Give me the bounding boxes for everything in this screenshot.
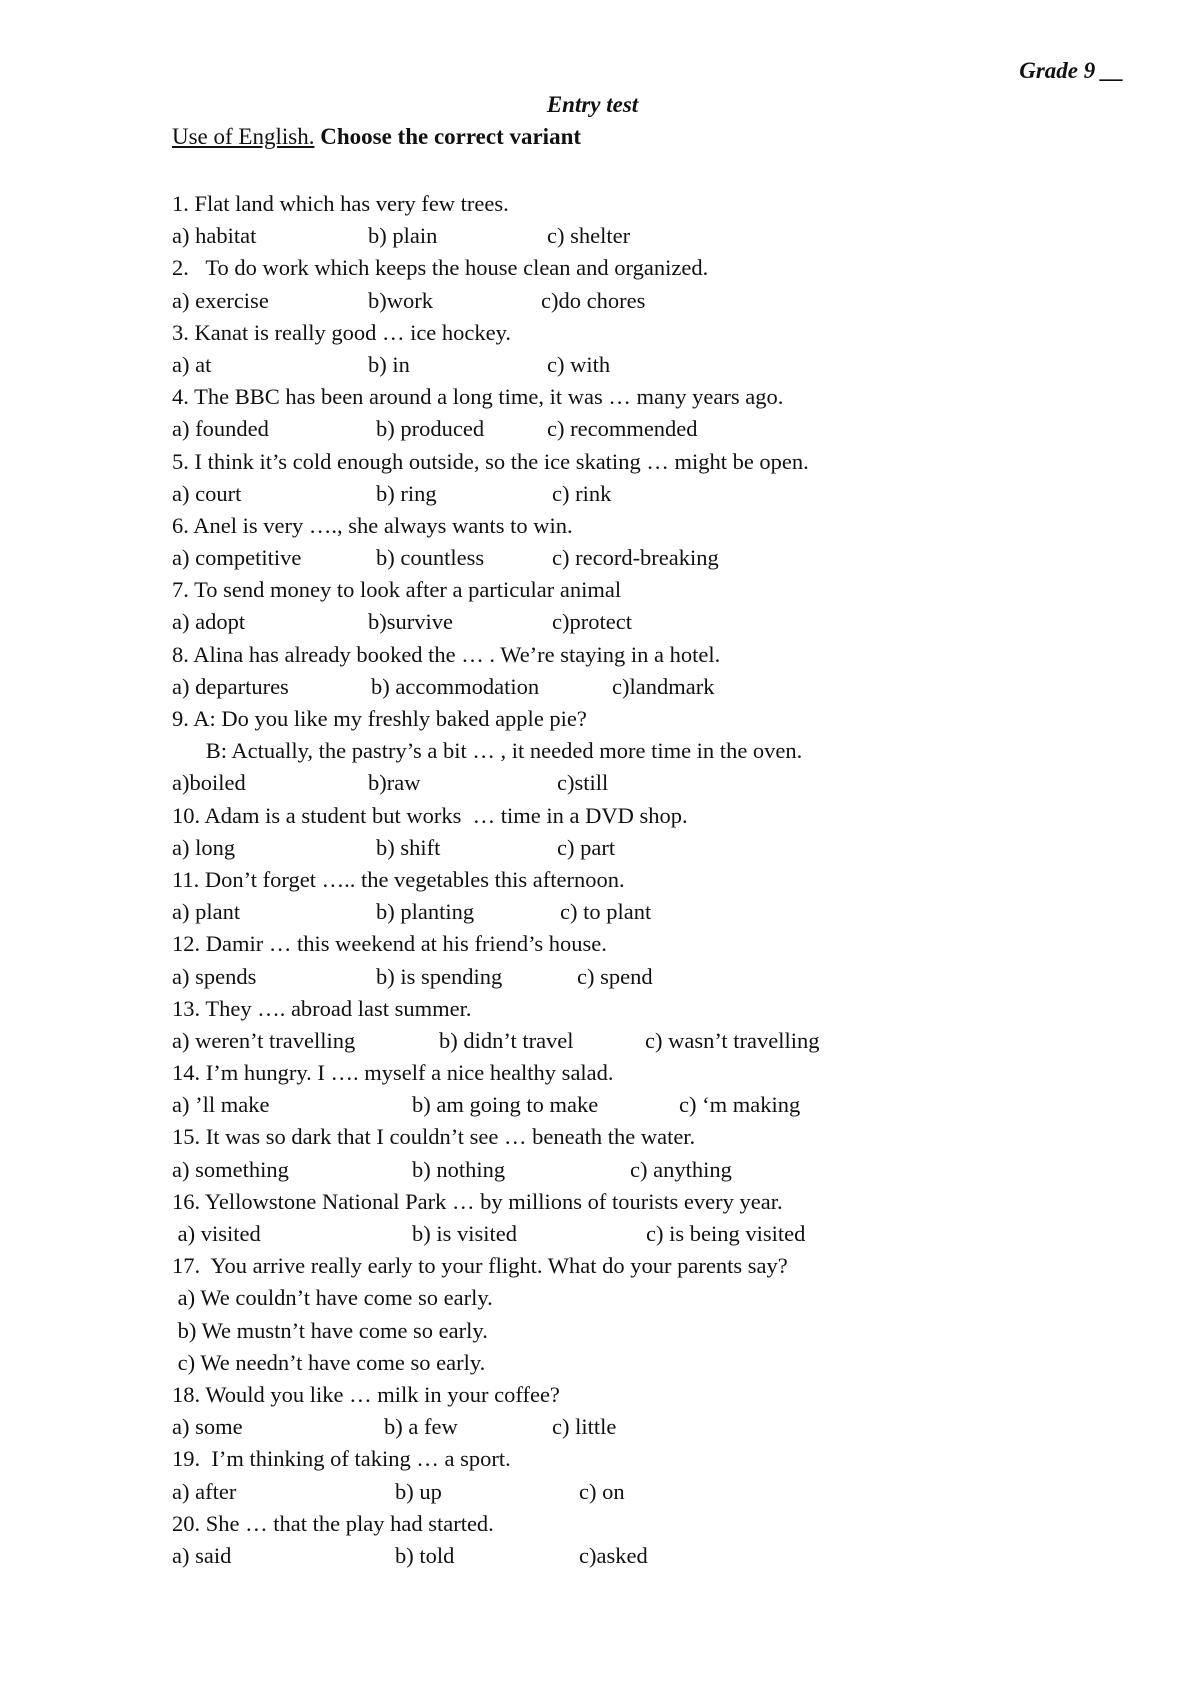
- question-text: 10. Adam is a student but works … time in a DVD shop.: [172, 802, 688, 828]
- question-text: 8. Alina has already booked the … . We’re staying in a hotel.: [172, 641, 721, 667]
- answer-option: a) something: [172, 1156, 289, 1182]
- answer-option: c)protect: [552, 609, 632, 635]
- question-text: 9. A: Do you like my freshly baked apple pie?: [172, 706, 587, 731]
- answer-option: c) record-breaking: [552, 545, 719, 571]
- section-label: Use of English.: [172, 124, 315, 149]
- answer-options: [172, 961, 1172, 993]
- answer-option: a) said: [172, 1542, 232, 1568]
- answer-option: a) plant: [172, 899, 241, 925]
- answer-option: a) long: [172, 834, 236, 860]
- answer-option: c) little: [552, 1414, 617, 1440]
- answer-option: a) weren’t travelling: [172, 1027, 356, 1053]
- answer-option: b)raw: [368, 770, 421, 796]
- question-line: a) We couldn’t have come so early.: [172, 1285, 493, 1311]
- answer-options: [172, 832, 1172, 864]
- answer-options: [172, 285, 1172, 317]
- question-item: [172, 864, 1172, 928]
- answer-option: c) on: [579, 1478, 625, 1504]
- page-title: Entry test: [546, 92, 639, 117]
- answer-option: a) spends: [172, 963, 257, 989]
- question-item: [172, 446, 1172, 510]
- answer-options: [172, 542, 1172, 574]
- question-text: 17. You arrive really early to your flight. What do your parents say?: [172, 1253, 788, 1279]
- answer-options: [172, 413, 1172, 445]
- question-item: [172, 1121, 1172, 1185]
- answer-option: a) at: [172, 351, 212, 377]
- question-item: [172, 1443, 1172, 1507]
- answer-option: c) with: [547, 351, 611, 377]
- question-text: 2. To do work which keeps the house clean and organized.: [172, 255, 709, 281]
- answer-options: [172, 1540, 1172, 1572]
- question-item: [172, 188, 1172, 252]
- grade-label: Grade 9 __: [1019, 58, 1124, 83]
- section-instruction: Choose the correct variant: [320, 124, 582, 149]
- answer-options: [172, 220, 1172, 252]
- question-item: [172, 510, 1172, 574]
- question-item: [172, 381, 1172, 445]
- answer-option: c) wasn’t travelling: [645, 1027, 820, 1053]
- answer-options: [172, 349, 1172, 381]
- answer-option: b) told: [395, 1542, 455, 1568]
- answer-option: a) some: [172, 1414, 243, 1440]
- answer-options: [172, 1411, 1172, 1443]
- question-text: 12. Damir … this weekend at his friend’s house.: [172, 931, 607, 957]
- question-item: [172, 1250, 1172, 1379]
- answer-option: b) plain: [368, 223, 438, 249]
- question-item: [172, 1186, 1172, 1250]
- question-text: 7. To send money to look after a particular animal: [172, 577, 622, 603]
- answer-option: c) part: [557, 834, 616, 860]
- answer-options: [172, 767, 1172, 799]
- answer-option: c) is being visited: [646, 1221, 806, 1246]
- answer-options: [172, 1089, 1172, 1121]
- answer-option: b) ring: [376, 480, 437, 506]
- question-text: 18. Would you like … milk in your coffee?: [172, 1381, 560, 1407]
- answer-option: b) shift: [376, 834, 441, 860]
- answer-option: a) habitat: [172, 223, 257, 249]
- question-line: b) We mustn’t have come so early.: [172, 1317, 488, 1343]
- answer-option: c) shelter: [547, 223, 631, 249]
- answer-option: a)boiled: [172, 770, 246, 796]
- answer-option: a) adopt: [172, 609, 246, 635]
- answer-option: b)work: [368, 287, 433, 313]
- question-text: 14. I’m hungry. I …. myself a nice healthy salad.: [172, 1060, 614, 1086]
- answer-option: c) spend: [577, 963, 653, 989]
- answer-option: b) am going to make: [412, 1092, 599, 1118]
- answer-options: [172, 1154, 1172, 1186]
- answer-option: a) ’ll make: [172, 1092, 270, 1118]
- question-text: 16. Yellowstone National Park … by millions of tourists every year.: [172, 1188, 783, 1214]
- question-item: [172, 1057, 1172, 1121]
- answer-option: c) rink: [552, 480, 612, 506]
- question-item: [172, 574, 1172, 638]
- answer-option: c) anything: [630, 1156, 732, 1182]
- question-line: c) We needn’t have come so early.: [172, 1349, 486, 1375]
- question-text: 5. I think it’s cold enough outside, so the ice skating … might be open.: [172, 448, 809, 474]
- answer-option: b) a few: [384, 1414, 458, 1440]
- answer-option: b) accommodation: [371, 673, 540, 699]
- answer-option: b) countless: [376, 545, 485, 571]
- question-text: 19. I’m thinking of taking … a sport.: [172, 1446, 511, 1472]
- answer-option: c) ‘m making: [679, 1092, 801, 1118]
- answer-option: a) exercise: [172, 287, 269, 313]
- answer-option: a) competitive: [172, 545, 302, 571]
- answer-option: b) produced: [376, 416, 485, 442]
- answer-option: b) up: [395, 1478, 442, 1504]
- question-text: 6. Anel is very …., she always wants to win.: [172, 512, 573, 538]
- answer-options: [172, 1476, 1172, 1508]
- answer-option: c) to plant: [560, 899, 652, 925]
- answer-option: a) founded: [172, 416, 269, 442]
- answer-options: [172, 671, 1172, 703]
- answer-options: [172, 1025, 1172, 1057]
- question-item: [172, 1379, 1172, 1443]
- question-item: [172, 639, 1172, 703]
- question-line: B: Actually, the pastry’s a bit … , it needed more time in the oven.: [172, 738, 803, 764]
- question-item: [172, 928, 1172, 992]
- question-text: 1. Flat land which has very few trees.: [172, 191, 509, 216]
- answer-option: b) planting: [376, 899, 475, 925]
- answer-option: a) after: [172, 1478, 237, 1504]
- answer-option: c)asked: [579, 1542, 648, 1568]
- answer-options: [172, 1218, 1172, 1250]
- answer-options: [172, 896, 1172, 928]
- question-list: [172, 188, 1172, 1572]
- question-item: [172, 252, 1172, 316]
- question-item: [172, 800, 1172, 864]
- answer-option: b) didn’t travel: [439, 1027, 574, 1053]
- question-text: 20. She … that the play had started.: [172, 1510, 494, 1536]
- answer-option: a) visited: [172, 1221, 261, 1246]
- answer-option: c)landmark: [612, 673, 715, 699]
- answer-option: b) is spending: [376, 963, 503, 989]
- question-item: [172, 1508, 1172, 1572]
- answer-option: a) court: [172, 480, 242, 506]
- answer-option: b) in: [368, 351, 410, 377]
- answer-option: c) recommended: [547, 416, 698, 442]
- question-text: 4. The BBC has been around a long time, it was … many years ago.: [172, 384, 784, 410]
- answer-option: c)still: [557, 770, 609, 796]
- question-text: 3. Kanat is really good … ice hockey.: [172, 319, 512, 345]
- answer-options: [172, 478, 1172, 510]
- answer-option: a) departures: [172, 673, 289, 699]
- answer-options: [172, 606, 1172, 638]
- question-text: 13. They …. abroad last summer.: [172, 995, 472, 1021]
- answer-option: b) is visited: [412, 1221, 517, 1246]
- section-heading: [172, 124, 581, 150]
- question-text: 15. It was so dark that I couldn’t see … beneath the water.: [172, 1124, 696, 1150]
- answer-option: b)survive: [368, 609, 453, 635]
- question-text: 11. Don’t forget ….. the vegetables this afternoon.: [172, 866, 625, 892]
- answer-option: c)do chores: [541, 287, 646, 313]
- question-item: [172, 703, 1172, 800]
- question-item: [172, 993, 1172, 1057]
- answer-option: b) nothing: [412, 1156, 506, 1182]
- question-item: [172, 317, 1172, 381]
